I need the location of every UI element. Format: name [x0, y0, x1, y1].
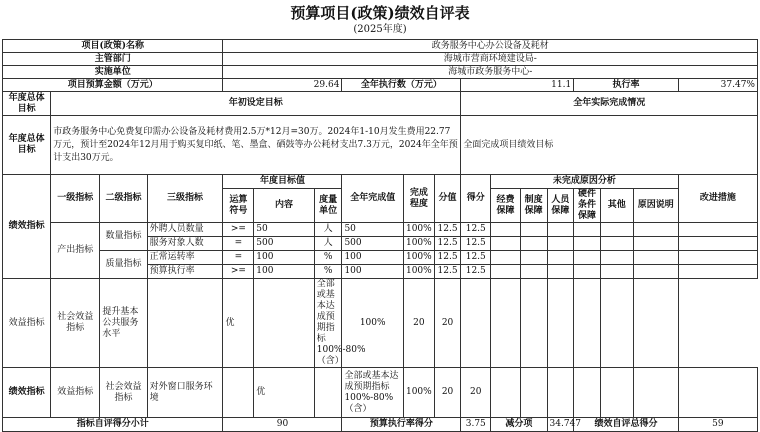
- level1-header: 一级指标: [51, 175, 100, 223]
- reason-hardware-header: 硬件条件保障: [574, 189, 601, 223]
- actual-goal-text: 全面完成项目绩效目标: [461, 116, 758, 175]
- benefit-label-2: 效益指标: [51, 368, 100, 418]
- l3-cell: 预算执行率: [147, 265, 223, 279]
- annual-target-header: 年度目标值: [223, 175, 342, 189]
- got-cell: 20: [461, 368, 491, 418]
- goals-header-row: [3, 92, 758, 116]
- year-label: (2025年度): [353, 24, 407, 35]
- reasons-header: 未完成原因分析: [491, 175, 679, 189]
- full-cell: 全部或基本达成预期指标100%-80%（含）: [314, 279, 342, 368]
- unit-cell: %: [314, 265, 342, 279]
- exec-value: 11.1: [461, 79, 574, 92]
- improve-header: 改进措施: [678, 175, 757, 223]
- content-cell: 优: [223, 279, 254, 368]
- budget-label: 项目预算金额（万元）: [3, 79, 223, 92]
- full-cell: 500: [342, 237, 404, 251]
- content-cell: 50: [254, 223, 315, 237]
- got-cell: 12.5: [461, 237, 491, 251]
- l3-cell: 外聘人员数量: [147, 223, 223, 237]
- exec-label: 全年执行数（万元）: [342, 79, 461, 92]
- score-cell: 12.5: [434, 251, 461, 265]
- social-label: 社会效益指标: [51, 279, 100, 368]
- full-cell: 100: [342, 251, 404, 265]
- op-cell: >=: [223, 223, 254, 237]
- reason-other-header: 其他: [600, 189, 633, 223]
- full-cell: 全部或基本达成预期指标100%-80%（含）: [342, 368, 404, 418]
- content-cell: 500: [254, 237, 315, 251]
- unit-cell: 人: [314, 223, 342, 237]
- table-row: [3, 368, 758, 418]
- comp-cell: 100%: [403, 265, 434, 279]
- initial-goal-text: 市政务服务中心免费复印需办公设备及耗材费用2.5万*12月=30万。2024年1-10月发生费用22.77万元，预计至2024年12月用于购买复印纸、笔、墨盒、硒鼓等办公耗材支出7.3万元，2024年全年预计支出30万元。: [51, 116, 461, 175]
- perf-indicator-label: 绩效指标: [3, 175, 51, 279]
- info-row-dept: [3, 53, 758, 66]
- reason-desc-header: 原因说明: [633, 189, 678, 223]
- unit-cell: [314, 368, 342, 418]
- score-cell: 12.5: [434, 265, 461, 279]
- l3-cell: 对外窗口服务环境: [147, 368, 223, 418]
- l3-cell: 服务对象人数: [147, 237, 223, 251]
- dept-label: 主管部门: [3, 53, 223, 66]
- subtotal-value: 90: [223, 418, 342, 432]
- got-cell: 12.5: [461, 265, 491, 279]
- unit-label: 实施单位: [3, 66, 223, 79]
- page-title: 预算项目(政策)绩效自评表: [290, 4, 470, 22]
- completion-header: 完成程度: [403, 175, 434, 223]
- reason-funds-header: 经费保障: [491, 189, 521, 223]
- info-row-name: [3, 40, 758, 53]
- deduct-value: 34.747: [547, 418, 574, 432]
- quantity-label: 数量指标: [100, 223, 147, 251]
- deduct-label: 减分项: [491, 418, 547, 432]
- content-cell: 100: [254, 265, 315, 279]
- project-name-label: 项目(政策)名称: [3, 40, 223, 53]
- goals-label: 年度总体目标: [3, 92, 51, 116]
- op-cell: [147, 279, 223, 368]
- got-cell: 12.5: [461, 251, 491, 265]
- got-cell: 12.5: [461, 223, 491, 237]
- budget-score-value: 3.75: [461, 418, 491, 432]
- l3-cell: 正常运转率: [147, 251, 223, 265]
- comp-cell: 100%: [403, 237, 434, 251]
- budget-value: 29.64: [223, 79, 342, 92]
- comp-cell: 100%: [403, 251, 434, 265]
- content-cell: 优: [254, 368, 315, 418]
- dept-value: 海城市营商环境建设局-: [223, 53, 758, 66]
- footer-row: [3, 418, 758, 432]
- full-year-header: 全年完成值: [342, 175, 404, 223]
- budget-score-label: 预算执行率得分: [342, 418, 461, 432]
- unit-cell: [254, 279, 315, 368]
- got-score-header: 得分: [461, 175, 491, 223]
- initial-goal-header: 年初设定目标: [51, 92, 461, 116]
- table-row: [3, 279, 758, 368]
- l3-cell: 提升基本公共服务水平: [100, 279, 147, 368]
- op-cell: [223, 368, 254, 418]
- score-cell: 20: [403, 279, 434, 368]
- op-cell: =: [223, 251, 254, 265]
- score-cell: 12.5: [434, 223, 461, 237]
- op-cell: >=: [223, 265, 254, 279]
- unit-cell: %: [314, 251, 342, 265]
- reason-staff-header: 人员保障: [547, 189, 574, 223]
- op-cell: =: [223, 237, 254, 251]
- got-cell: 20: [434, 279, 461, 368]
- rate-value: 37.47%: [678, 79, 757, 92]
- unit-value: 海城市政务服务中心-: [223, 66, 758, 79]
- content-header: 内容: [254, 189, 315, 223]
- comp-cell: 100%: [403, 368, 434, 418]
- goals-content-row: [3, 116, 758, 175]
- unit-cell: 人: [314, 237, 342, 251]
- project-name-value: 政务服务中心办公设备及耗材: [223, 40, 758, 53]
- full-cell: 100: [342, 265, 404, 279]
- score-cell: 20: [434, 368, 461, 418]
- table-row: [3, 223, 758, 237]
- score-header: 分值: [434, 175, 461, 223]
- full-cell: 50: [342, 223, 404, 237]
- col-header-row-1: [3, 175, 758, 189]
- rate-label: 执行率: [574, 79, 679, 92]
- info-row-unit: [3, 66, 758, 79]
- op-header: 运算符号: [223, 189, 254, 223]
- goals-label-2: 年度总体目标: [3, 116, 51, 175]
- table-row: [3, 251, 758, 265]
- perf-indicator-label-2: 绩效指标: [3, 368, 51, 418]
- level3-header: 三级指标: [147, 175, 223, 223]
- benefit-label: 效益指标: [3, 279, 51, 368]
- score-cell: 12.5: [434, 237, 461, 251]
- actual-goal-header: 全年实际完成情况: [461, 92, 758, 116]
- total-value: 59: [678, 418, 757, 432]
- reason-system-header: 制度保障: [520, 189, 547, 223]
- subtotal-label: 指标自评得分小计: [3, 418, 223, 432]
- performance-table: [2, 39, 758, 432]
- quality-label: 质量指标: [100, 251, 147, 279]
- social-label-2: 社会效益指标: [100, 368, 147, 418]
- output-label: 产出指标: [51, 223, 100, 279]
- content-cell: 100: [254, 251, 315, 265]
- total-label: 绩效自评总得分: [574, 418, 679, 432]
- comp-cell: 100%: [342, 279, 404, 368]
- unit-header: 度量单位: [314, 189, 342, 223]
- comp-cell: 100%: [403, 223, 434, 237]
- level2-header: 二级指标: [100, 175, 147, 223]
- info-row-budget: [3, 79, 758, 92]
